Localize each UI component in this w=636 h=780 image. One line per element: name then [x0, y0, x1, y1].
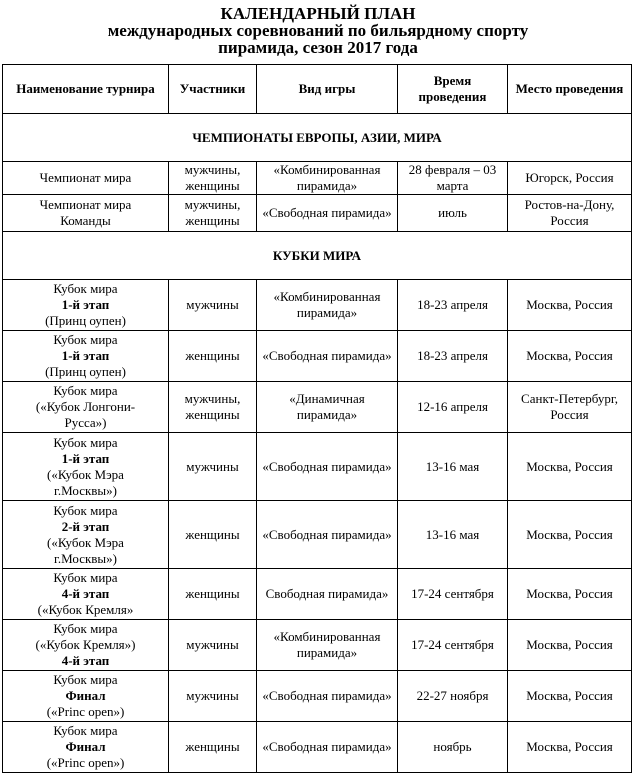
tournament-line: Чемпионат мира — [39, 197, 132, 212]
time-cell: 28 февраля – 03 марта — [398, 162, 508, 195]
tournament-line: Кубок мира — [53, 502, 118, 518]
time-cell: июль — [398, 195, 508, 232]
tournament-line: Кубок мира — [53, 723, 118, 738]
tournament-line: Команды — [60, 213, 111, 228]
tournament-line: Кубок мира — [53, 434, 118, 450]
game-cell: «Свободная пирамида» — [257, 501, 398, 569]
game-cell: «Динамичная пирамида» — [257, 382, 398, 433]
tournament-cell — [3, 722, 169, 773]
participants-cell: мужчины, женщины — [169, 382, 257, 433]
place-cell: Москва, Россия — [508, 501, 632, 569]
time-cell: ноябрь — [398, 722, 508, 773]
section-row — [3, 114, 632, 162]
tournament-cell — [3, 280, 169, 331]
participants-cell: мужчины — [169, 280, 257, 331]
game-cell: «Свободная пирамида» — [257, 671, 398, 722]
tournament-stage: 1-й этап — [61, 450, 110, 466]
tournament-line: Кубок мира — [53, 621, 118, 636]
time-cell: 13-16 мая — [398, 501, 508, 569]
table-row — [3, 671, 632, 722]
tournament-cell — [3, 433, 169, 501]
tournament-line: («Кубок Кремля») — [35, 637, 136, 652]
table-row — [3, 195, 632, 232]
tournament-line: Кубок мира — [53, 281, 118, 296]
participants-cell: мужчины — [169, 620, 257, 671]
tournament-stage: 2-й этап — [61, 518, 110, 534]
tournament-line: Кубок мира — [53, 672, 118, 687]
tournament-stage: Финал — [65, 739, 106, 754]
place-cell: Ростов-на-Дону, Россия — [508, 195, 632, 232]
tournament-line: г.Москвы») — [54, 550, 117, 566]
tournament-line: Кубок мира — [53, 332, 118, 347]
table-row — [3, 331, 632, 382]
table-header-row — [3, 65, 632, 114]
tournament-stage: 4-й этап — [61, 586, 110, 601]
place-cell: Москва, Россия — [508, 331, 632, 382]
time-cell: 22-27 ноября — [398, 671, 508, 722]
document-title — [0, 0, 636, 56]
participants-cell: мужчины, женщины — [169, 195, 257, 232]
place-cell: Москва, Россия — [508, 722, 632, 773]
time-cell: 18-23 апреля — [398, 331, 508, 382]
place-cell: Санкт-Петербург, Россия — [508, 382, 632, 433]
place-cell: Москва, Россия — [508, 620, 632, 671]
table-row — [3, 162, 632, 195]
header-game: Вид игры — [257, 65, 398, 114]
game-cell: Свободная пирамида» — [257, 569, 398, 620]
tournament-line: («Princ open») — [46, 704, 125, 719]
tournament-stage: 1-й этап — [61, 297, 110, 312]
table-row — [3, 501, 632, 569]
tournament-line: (Принц оупен) — [45, 313, 126, 328]
tournament-cell — [3, 195, 169, 232]
tournament-cell — [3, 569, 169, 620]
game-cell: «Комбинированная пирамида» — [257, 280, 398, 331]
place-cell: Москва, Россия — [508, 569, 632, 620]
header-place: Место проведения — [508, 65, 632, 114]
header-time: Время проведения — [398, 65, 508, 114]
place-cell: Югорск, Россия — [508, 162, 632, 195]
tournament-line: («Кубок Лонгони- — [35, 399, 136, 414]
time-cell: 13-16 мая — [398, 433, 508, 501]
game-cell: «Комбинированная пирамида» — [257, 162, 398, 195]
header-participants: Участники — [169, 65, 257, 114]
tournament-line: («Кубок Мэра — [47, 534, 124, 550]
game-cell: «Свободная пирамида» — [257, 433, 398, 501]
tournament-line: («Кубок Кремля» — [37, 602, 134, 617]
participants-cell: мужчины — [169, 671, 257, 722]
table-row — [3, 382, 632, 433]
tournament-line: Русса») — [64, 415, 107, 430]
table-row — [3, 722, 632, 773]
title-line-2: международных соревнований по бильярдному спорту — [107, 21, 529, 40]
place-cell: Москва, Россия — [508, 433, 632, 501]
tournament-cell — [3, 671, 169, 722]
place-cell: Москва, Россия — [508, 280, 632, 331]
title-line-1: КАЛЕНДАРНЫЙ ПЛАН — [220, 4, 416, 23]
table-row — [3, 433, 632, 501]
participants-cell: женщины — [169, 722, 257, 773]
tournament-cell — [3, 382, 169, 433]
time-cell: 12-16 апреля — [398, 382, 508, 433]
game-cell: «Комбинированная пирамида» — [257, 620, 398, 671]
title-line-3: пирамида, сезон 2017 года — [218, 38, 418, 57]
tournament-stage: 1-й этап — [61, 348, 110, 363]
time-cell: 17-24 сентября — [398, 620, 508, 671]
tournament-stage: 4-й этап — [61, 653, 110, 668]
tournament-line: Кубок мира — [53, 383, 118, 398]
tournament-line: («Кубок Мэра — [47, 466, 124, 482]
section-title: КУБКИ МИРА — [3, 232, 632, 280]
tournament-stage: Финал — [65, 688, 106, 703]
table-row — [3, 620, 632, 671]
tournament-line: Кубок мира — [53, 570, 118, 585]
tournament-line: («Princ open») — [46, 755, 125, 770]
section-title: ЧЕМПИОНАТЫ ЕВРОПЫ, АЗИИ, МИРА — [3, 114, 632, 162]
time-cell: 17-24 сентября — [398, 569, 508, 620]
participants-cell: женщины — [169, 569, 257, 620]
time-cell: 18-23 апреля — [398, 280, 508, 331]
table-row — [3, 280, 632, 331]
section-row — [3, 232, 632, 280]
participants-cell: мужчины — [169, 433, 257, 501]
tournament-line: г.Москвы») — [54, 482, 117, 498]
place-cell: Москва, Россия — [508, 671, 632, 722]
game-cell: «Свободная пирамида» — [257, 195, 398, 232]
participants-cell: женщины — [169, 501, 257, 569]
tournament-cell — [3, 620, 169, 671]
header-tournament: Наименование турнира — [3, 65, 169, 114]
tournament-line: Чемпионат мира — [39, 170, 132, 185]
tournament-cell — [3, 331, 169, 382]
table-row — [3, 569, 632, 620]
game-cell: «Свободная пирамида» — [257, 722, 398, 773]
tournament-cell — [3, 162, 169, 195]
tournament-cell — [3, 501, 169, 569]
game-cell: «Свободная пирамида» — [257, 331, 398, 382]
participants-cell: мужчины, женщины — [169, 162, 257, 195]
participants-cell: женщины — [169, 331, 257, 382]
calendar-table — [2, 64, 632, 773]
tournament-line: (Принц оупен) — [45, 364, 126, 379]
